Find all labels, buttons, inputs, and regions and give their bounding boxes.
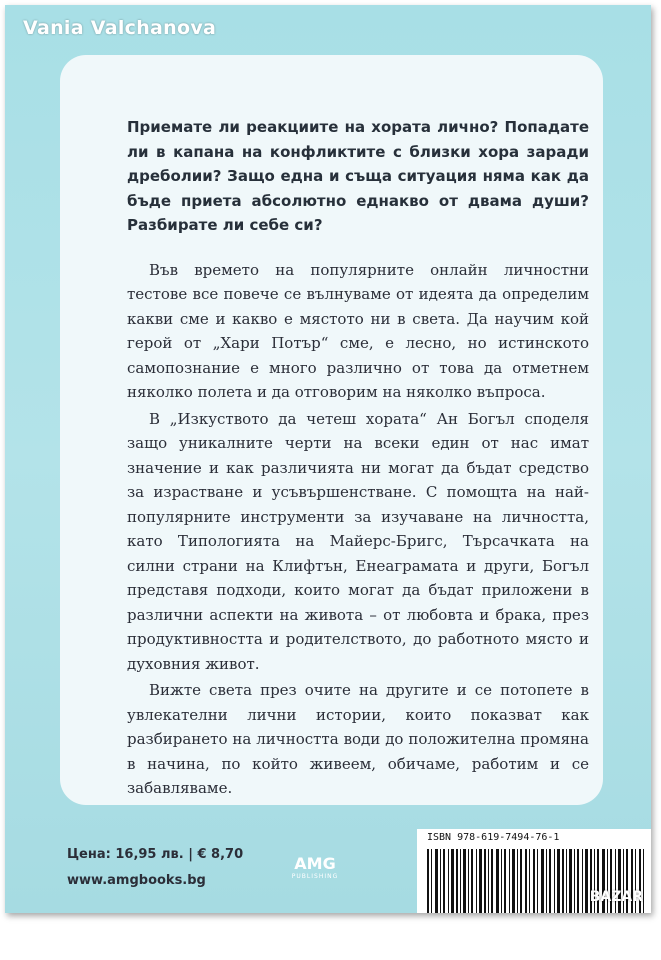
body-paragraph-2: В „Изкуството да четеш хората“ Ан Богъл споделя защо уникалните черти на всеки един от нас имат значение и как различията ни могат да бъдат средство за израстване и усъвършенстване. С помощта на най-популярните инструменти за изучаване на личността, като Типологията на Майерс-Бригс, Търсачката на силни страни на Клифтън, Енеаграмата и други, Богъл представя подходи, които могат да бъдат приложени в различни аспекти на живота – от любовта и брака, през продуктивността и родителството, до работното място и духовния живот. [127,409,589,673]
isbn-label: ISBN 978-619-7494-76-1 [427,832,560,843]
logo-sub-text: PUBLISHING [291,873,339,880]
body-paragraph-1: Във времето на популярните онлайн личностни тестове все повече се вълнуваме от идеята да определим какви сме и какво е мястото ни в света. Да научим кой герой от „Хари Потър“ сме, е лесно, но истинското самопознание е много различно от това да отметнем няколко полета и да отговорим на няколко въпроса. [127,260,589,401]
book-back-cover [5,5,651,913]
logo-main-text: AMG [294,854,336,873]
watermark-text: Vania Valchanova [23,17,217,39]
lead-paragraph: Приемате ли реакциите на хората лично? Попадате ли в капана на конфликтите с близки хора заради дреболии? Защо една и съща ситуация няма как да бъде приета абсолютно еднакво от двама души? Разбирате ли себе си? [127,118,589,234]
body-paragraph-3: Вижте света през очите на другите и се потопете в увлекателни лични истории, които показват как разбирането на личността води до положителна промяна в начина, по който живеем, обичаме, работим и се забавляваме. [127,681,589,797]
description-block [127,115,589,801]
price-label: Цена: 16,95 лв. | € 8,70 [67,847,244,862]
website-link: www.amgbooks.bg [67,873,206,888]
bazar-watermark: BAZAR [589,889,643,905]
publisher-logo [280,855,350,889]
